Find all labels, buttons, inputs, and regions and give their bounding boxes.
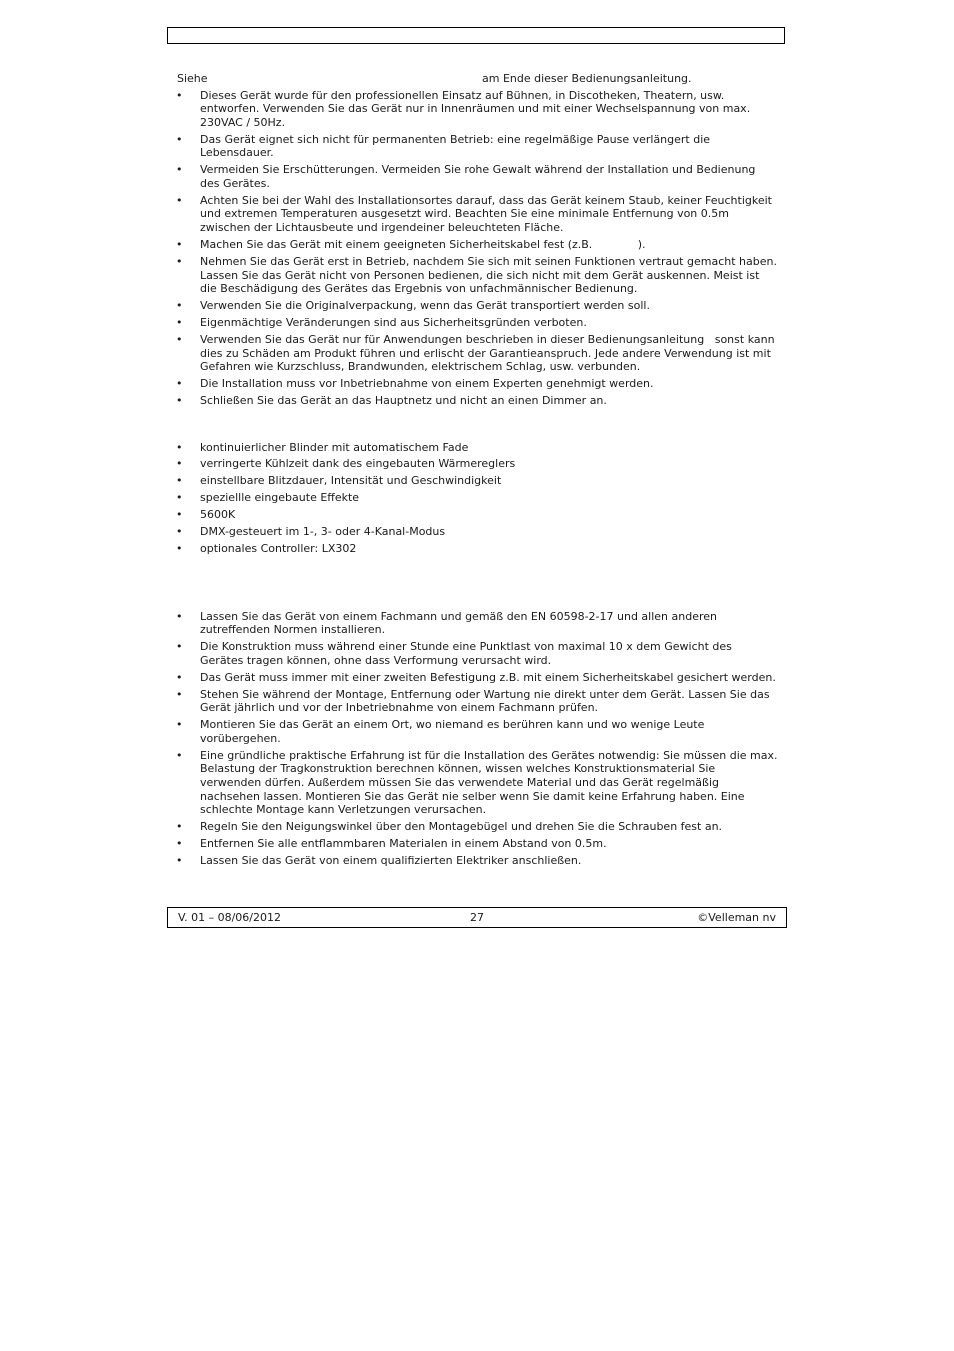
list-item-text: kontinuierlicher Blinder mit automatischem Fade xyxy=(200,440,469,454)
bullet-icon: • xyxy=(176,609,183,623)
bullet-icon: • xyxy=(176,748,183,762)
bullet-icon: • xyxy=(176,377,183,391)
bullet-icon: • xyxy=(176,640,183,654)
list-item-text: Verwenden Sie die Originalverpackung, wenn das Gerät transportiert werden soll. xyxy=(200,299,650,313)
installation-item xyxy=(176,718,778,745)
intro-tail: am Ende dieser Bedienungsanleitung. xyxy=(482,72,692,85)
list-item-text: 5600K xyxy=(200,508,236,522)
intro-lead: Siehe xyxy=(177,72,208,85)
feature-item xyxy=(176,542,778,556)
bullet-icon: • xyxy=(176,837,183,851)
feature-item xyxy=(176,474,778,488)
list-item-text: Dieses Gerät wurde für den professionellen Einsatz auf Bühnen, in Discotheken, Theatern, usw. entworfen. Verwenden Sie das Gerät nur in Innenräumen und mit einer Wechselspannung von max. 230VAC / 50Hz. xyxy=(200,88,754,129)
installation-item xyxy=(176,820,778,834)
list-item-text: DMX-gesteuert im 1-, 3- oder 4-Kanal-Modus xyxy=(200,525,446,539)
list-item-text: Das Gerät eignet sich nicht für permanenten Betrieb: eine regelmäßige Pause verlängert die Lebensdauer. xyxy=(200,132,714,160)
bullet-icon: • xyxy=(176,394,183,408)
installation-item xyxy=(176,610,778,637)
list-item-text: Verwenden Sie das Gerät nur für Anwendungen beschrieben in dieser Bedienungsanleitung sonst kann dies zu Schäden am Produkt führen und erlischt der Garantieanspruch. Jede andere Verwendung ist mit Gefahren wie Kurzschluss, Brandwunden, elektrischem Schlag, usw. verbunden. xyxy=(200,333,779,374)
list-item-text: optionales Controller: LX302 xyxy=(200,542,357,556)
feature-item xyxy=(176,457,778,471)
bullet-icon: • xyxy=(176,525,183,539)
installation-list xyxy=(176,609,782,872)
bullet-icon: • xyxy=(176,820,183,834)
page-footer xyxy=(167,907,787,928)
safety-item xyxy=(176,377,778,391)
safety-item xyxy=(176,333,778,374)
installation-item xyxy=(176,837,778,851)
list-item-text: Regeln Sie den Neigungswinkel über den Montagebügel und drehen Sie die Schrauben fest an. xyxy=(200,820,723,834)
bullet-icon: • xyxy=(176,238,183,251)
list-item-text: Lassen Sie das Gerät von einem qualifizierten Elektriker anschließen. xyxy=(200,854,582,868)
list-item-text: Stehen Sie während der Montage, Entfernung oder Wartung nie direkt unter dem Gerät. Lassen Sie das Gerät jährlich und vor der Inbetriebnahme von einem Fachmann prüfen. xyxy=(200,687,774,715)
installation-item xyxy=(176,640,778,667)
feature-item xyxy=(176,508,778,522)
bullet-icon: • xyxy=(176,457,183,471)
safety-item xyxy=(176,254,781,296)
safety-item xyxy=(176,316,778,330)
list-item-text: Eine gründliche praktische Erfahrung ist für die Installation des Gerätes notwendig: Sie müssen die max. Belastung der Tragkonstruktion berechnen können, wissen welches Konstruktionsmaterial Sie verwenden dürfen. Außerdem müssen Sie das verwendete Material und das Gerät regelmäßig nachsehen lassen. Montieren Sie das Gerät nie selber wenn Sie damit keine Erfahrung haben. Eine schlechte Montage kann Verletzungen verursachen. xyxy=(200,748,782,817)
bullet-icon: • xyxy=(176,687,183,701)
bullet-icon: • xyxy=(176,718,183,732)
bullet-icon: • xyxy=(176,474,183,488)
list-item-text: Montieren Sie das Gerät an einem Ort, wo niemand es berühren kann und wo wenige Leute vorübergehen. xyxy=(200,718,708,745)
feature-item xyxy=(176,525,778,539)
intro-line xyxy=(177,72,777,86)
safety-item xyxy=(176,394,778,408)
safety-item xyxy=(176,299,778,313)
list-item-text: Schließen Sie das Gerät an das Hauptnetz und nicht an einen Dimmer an. xyxy=(200,394,607,408)
safety-item xyxy=(176,238,778,252)
list-item-text: Eigenmächtige Veränderungen sind aus Sicherheitsgründen verboten. xyxy=(200,316,587,330)
bullet-icon: • xyxy=(176,440,183,454)
list-item-text: Entfernen Sie alle entflammbaren Materialen in einem Abstand von 0.5m. xyxy=(200,837,607,851)
list-item-text: Nehmen Sie das Gerät erst in Betrieb, nachdem Sie sich mit seinen Funktionen vertraut gemacht haben. Lassen Sie das Gerät nicht von Personen bedienen, die sich nicht mit dem Gerät auskennen. Meist ist die Beschädigung des Gerätes das Ergebnis von unfachmännischer Bedienung. xyxy=(200,254,781,296)
safety-list xyxy=(176,88,781,412)
bullet-icon: • xyxy=(176,132,183,146)
feature-item xyxy=(176,441,778,455)
list-item-text: Machen Sie das Gerät mit einem geeigneten Sicherheitskabel fest (z.B. ). xyxy=(200,238,646,251)
list-item-text: verringerte Kühlzeit dank des eingebauten Wärmereglers xyxy=(200,457,516,471)
list-item-text: einstellbare Blitzdauer, Intensität und Geschwindigkeit xyxy=(200,474,502,488)
list-item-text: Die Konstruktion muss während einer Stunde eine Punktlast von maximal 10 x dem Gewicht des Gerätes tragen können, ohne dass Verformung verursacht wird. xyxy=(200,640,736,667)
safety-item xyxy=(176,89,778,130)
bullet-icon: • xyxy=(176,254,183,268)
bullet-icon: • xyxy=(176,508,183,522)
list-item-text: Lassen Sie das Gerät von einem Fachmann und gemäß den EN 60598-2-17 und allen anderen zutreffenden Normen installieren. xyxy=(200,609,721,637)
features-list xyxy=(176,441,778,560)
installation-item xyxy=(176,671,778,685)
bullet-icon: • xyxy=(176,88,183,102)
list-item-text: speziellle eingebaute Effekte xyxy=(200,491,360,505)
bullet-icon: • xyxy=(176,670,183,684)
safety-item xyxy=(176,163,778,190)
bullet-icon: • xyxy=(176,542,183,556)
bullet-icon: • xyxy=(176,299,183,313)
list-item-text: Die Installation muss vor Inbetriebnahme von einem Experten genehmigt werden. xyxy=(200,377,654,391)
bullet-icon: • xyxy=(176,491,183,505)
list-item-text: Das Gerät muss immer mit einer zweiten Befestigung z.B. mit einem Sicherheitskabel gesichert werden. xyxy=(200,670,776,684)
list-item-text: Achten Sie bei der Wahl des Installationsortes darauf, dass das Gerät keinem Staub, keiner Feuchtigkeit und extremen Temperaturen ausgesetzt wird. Beachten Sie eine minimale Entfernung von 0.5m zwischen der Lichtausbeute und irgendeiner beleuchteten Fläche. xyxy=(200,193,776,235)
safety-item xyxy=(176,133,778,160)
installation-item xyxy=(176,688,778,715)
safety-item xyxy=(176,194,778,235)
installation-item xyxy=(176,854,778,868)
header-box xyxy=(167,27,785,44)
feature-item xyxy=(176,491,778,505)
bullet-icon: • xyxy=(176,193,183,207)
installation-item xyxy=(176,748,782,817)
footer-page-number: 27 xyxy=(470,911,484,924)
footer-copyright: ©Velleman nv xyxy=(697,911,776,924)
bullet-icon: • xyxy=(176,316,183,330)
list-item-text: Vermeiden Sie Erschütterungen. Vermeiden Sie rohe Gewalt während der Installation und Bedienung des Gerätes. xyxy=(200,163,759,190)
bullet-icon: • xyxy=(176,163,183,177)
bullet-icon: • xyxy=(176,333,183,347)
bullet-icon: • xyxy=(176,854,183,868)
footer-version: V. 01 – 08/06/2012 xyxy=(178,911,281,924)
